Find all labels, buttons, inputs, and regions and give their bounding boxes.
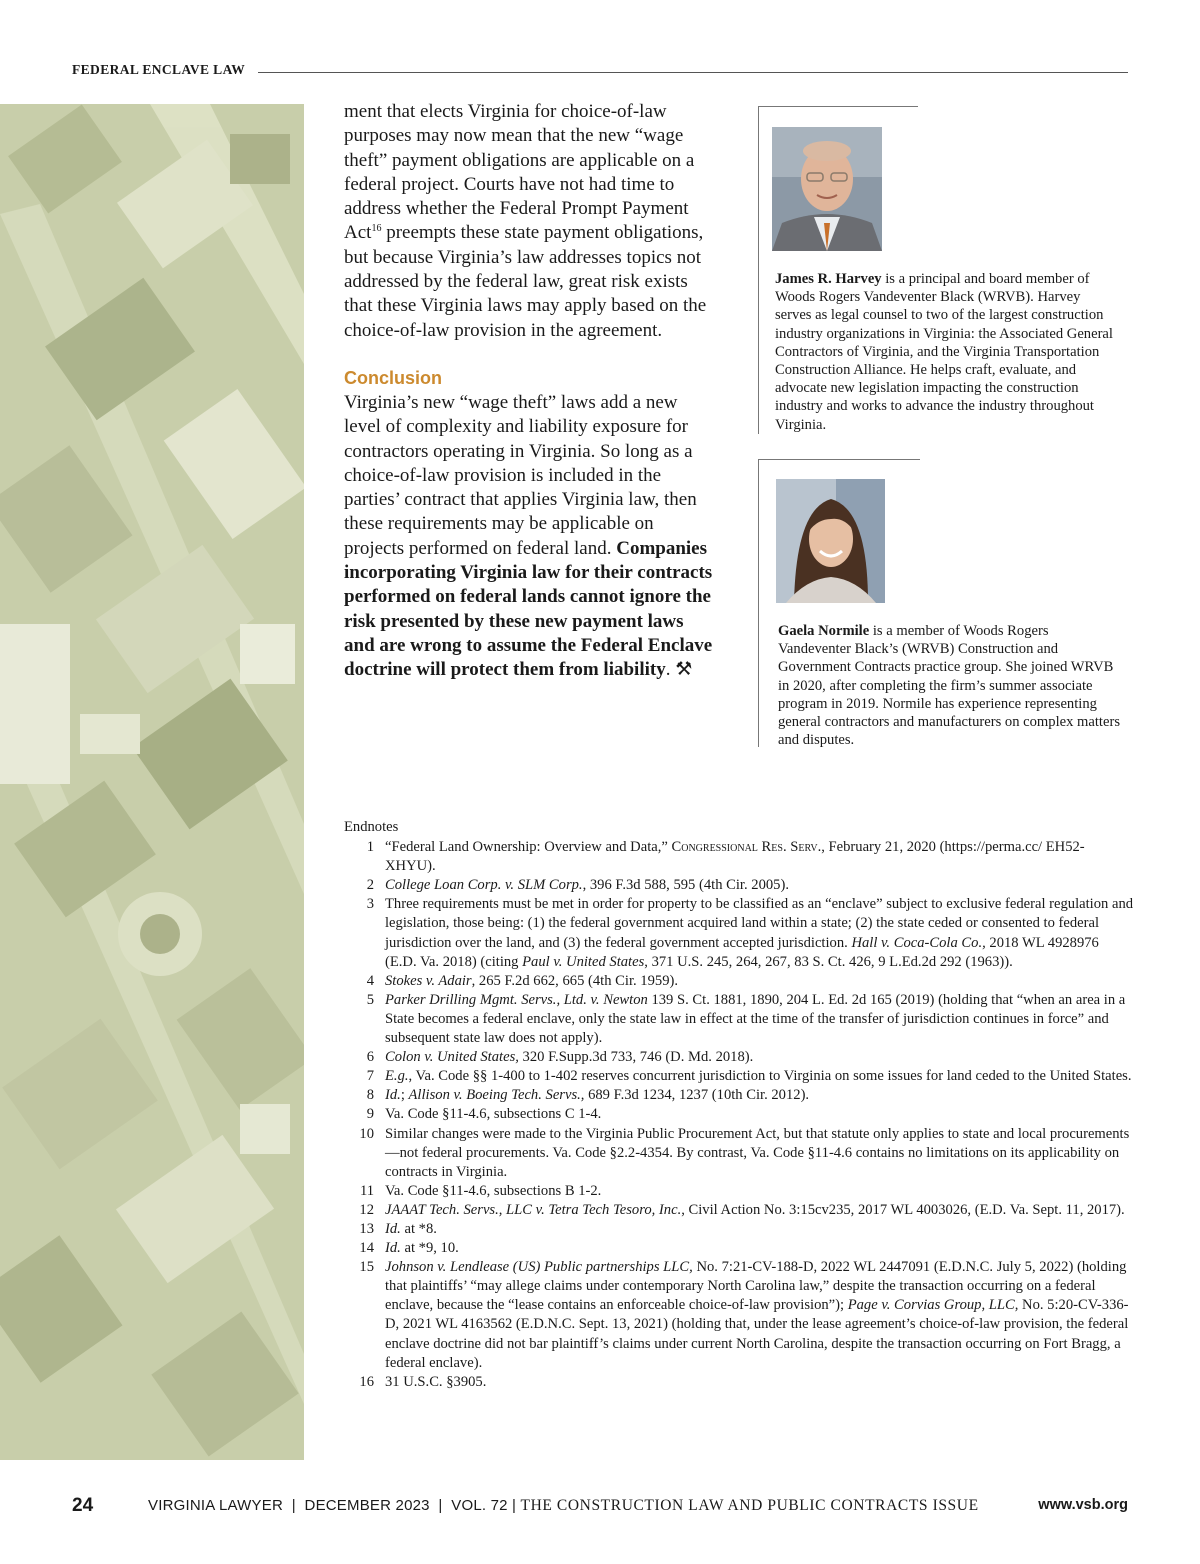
- endnote-item: [344, 991, 1134, 1048]
- endnote-number: 7: [366, 1068, 374, 1085]
- header-rule: [258, 72, 1128, 73]
- bio-frame-rule: [758, 106, 759, 434]
- endnote-number: 12: [359, 1201, 374, 1218]
- article-paragraph: ment that elects Virginia for choice-of-law purposes may now mean that the new “wage theft” payment obligations are applicable on a federal project. Courts have not had time to address whether the Federal Prompt Payment Act$^{16}$ preempts these state payment obligations, but because Virginia’s law addresses topics not addressed by the federal law, great risk exists that these Virginia laws may apply based on the choice-of-law provision in the agreement.: [344, 101, 707, 341]
- running-header: FEDERAL ENCLAVE LAW: [72, 62, 246, 77]
- endnote-number: 13: [359, 1220, 374, 1237]
- endnote-text: E.g., Va. Code §§ 1-400 to 1-402 reserves concurrent jurisdiction to Virginia on some issues for land ceded to the United States.: [385, 1068, 1132, 1085]
- endnote-number: 11: [359, 1182, 374, 1199]
- author-photo-normile: [776, 479, 885, 603]
- endnote-number: 10: [359, 1125, 374, 1142]
- section-heading-conclusion: Conclusion: [344, 367, 442, 388]
- conclusion-paragraph: Virginia’s new “wage theft” laws add a new level of complexity and liability exposure for contractors operating in Virginia. So long as a choice-of-law provision is included in the parties’ contract that applies Virginia law, then these requirements may be applicable on projects performed on federal land. Companies incorporating Virginia law for their contracts performed on federal lands cannot ignore the risk presented by these new payment laws and are wrong to assume the Federal Enclave doctrine will protect them from liability. ⚒: [344, 391, 713, 681]
- endnote-number: 9: [366, 1106, 374, 1123]
- endnote-item: [344, 1258, 1134, 1373]
- endnote-text: Id. at *8.: [385, 1220, 437, 1237]
- endnote-item: [344, 1105, 1134, 1124]
- endnote-item: [344, 1048, 1134, 1067]
- endnotes-title: Endnotes: [344, 819, 399, 835]
- endnote-item: [344, 1201, 1134, 1220]
- hammer-wrench-icon: ⚒: [675, 659, 693, 681]
- endnotes-section: [344, 818, 1134, 1392]
- publication-line: VIRGINIA LAWYER | DECEMBER 2023 | VOL. 72 | THE CONSTRUCTION LAW AND PUBLIC CONTRACTS ISSUE: [148, 1497, 979, 1514]
- endnote-text: Johnson v. Lendlease (US) Public partnerships LLC, No. 7:21-CV-188-D, 2022 WL 2447091 (E.D.N.C. July 5, 2022) (holding that plaintiffs’ “may allege claims under contemporary North Carolina law,” despite the transaction occurring on a federal enclave, because the “lease contains an enforceable choice-of-law provision”); Page v. Corvias Group, LLC, No. 5:20-CV-336-D, 2021 WL 4163562 (E.D.N.C. Sept. 13, 2021) (holding that, under the lease agreement’s choice-of-law provision, the federal enclave doctrine did not bar plaintiff’s claims under current North Carolina, despite the transaction occurring on Fort Bragg, a federal enclave).: [385, 1259, 1129, 1371]
- author-photo-harvey: [772, 127, 882, 251]
- endnote-item: [344, 838, 1134, 876]
- endnote-item: [344, 1373, 1134, 1392]
- endnote-item: [344, 876, 1134, 895]
- endnote-text: Parker Drilling Mgmt. Servs., Ltd. v. Newton 139 S. Ct. 1881, 1890, 204 L. Ed. 2d 165 (2019) (holding that “when an area in a State becomes a federal enclave, only the state law in effect at the time of the transfer of jurisdiction continues in force” and subsequent state law does not apply).: [385, 991, 1126, 1047]
- endnote-number: 2: [366, 877, 374, 894]
- endnote-item: [344, 1125, 1134, 1182]
- endnote-text: Id.; Allison v. Boeing Tech. Servs., 689 F.3d 1234, 1237 (10th Cir. 2012).: [385, 1087, 810, 1104]
- footnote-ref[interactable]: 16: [371, 223, 382, 235]
- endnote-number: 3: [366, 896, 374, 913]
- endnote-text: Id. at *9, 10.: [385, 1240, 459, 1257]
- endnote-list: [344, 838, 1134, 1392]
- endnote-text: Stokes v. Adair, 265 F.2d 662, 665 (4th Cir. 1959).: [385, 972, 679, 989]
- endnote-item: [344, 895, 1134, 971]
- endnote-item: [344, 1182, 1134, 1201]
- endnote-item: [344, 1067, 1134, 1086]
- endnote-item: [344, 1239, 1134, 1258]
- endnote-number: 4: [366, 972, 374, 989]
- author-bio-harvey: James R. Harvey is a principal and board member of Woods Rogers Vandeventer Black (WRVB). Harvey serves as legal counsel to two of the largest construction industry organizations in Virginia: the Associated General Contractors of Virginia, and the Virginia Transportation Construction Alliance. He helps craft, evaluate, and advocate new legislation impacting the construction industry and works to advance the industry throughout Virginia.: [775, 271, 1113, 433]
- endnote-text: College Loan Corp. v. SLM Corp., 396 F.3d 588, 595 (4th Cir. 2005).: [385, 877, 789, 894]
- endnote-number: 14: [359, 1240, 374, 1257]
- endnote-number: 8: [366, 1087, 374, 1104]
- endnote-text: “Federal Land Ownership: Overview and Data,” Congressional Res. Serv., February 21, 2020 (https://perma.cc/ EH52-XHYU).: [385, 839, 1085, 875]
- bio-frame-rule: [758, 106, 918, 107]
- bio-frame-rule: [758, 459, 920, 460]
- aerial-city-photo: [0, 104, 304, 1460]
- endnote-text: Colon v. United States, 320 F.Supp.3d 733, 746 (D. Md. 2018).: [385, 1049, 754, 1066]
- page-number: 24: [72, 1495, 94, 1516]
- endnote-item: [344, 1086, 1134, 1105]
- endnote-item: [344, 1220, 1134, 1239]
- endnote-text: Similar changes were made to the Virginia Public Procurement Act, but that statute only applies to state and local procurements—not federal procurements. Va. Code §2.2-4354. By contrast, Va. Code §11-4.6 contains no limitations on its applicability on contracts in Virginia.: [385, 1125, 1130, 1180]
- website-link[interactable]: www.vsb.org: [1038, 1497, 1128, 1513]
- endnote-text: 31 U.S.C. §3905.: [385, 1373, 487, 1390]
- endnote-number: 1: [366, 839, 374, 856]
- endnote-text: Three requirements must be met in order for property to be classified as an “enclave” subject to exclusive federal regulation and legislation, those being: (1) the federal government acquired land within a state; (2) the state ceded or consented to federal jurisdiction over the land, and (3) the federal government accepted jurisdiction. Hall v. Coca-Cola Co., 2018 WL 4928976 (E.D. Va. 2018) (citing Paul v. United States, 371 U.S. 245, 264, 267, 83 S. Ct. 426, 9 L.Ed.2d 292 (1963)).: [385, 896, 1134, 970]
- endnote-text: Va. Code §11-4.6, subsections C 1-4.: [385, 1106, 602, 1123]
- endnote-item: [344, 972, 1134, 991]
- article-body-column: [344, 100, 716, 683]
- endnote-text: JAAAT Tech. Servs., LLC v. Tetra Tech Tesoro, Inc., Civil Action No. 3:15cv235, 2017 WL 4003026, (E.D. Va. Sept. 11, 2017).: [385, 1201, 1125, 1218]
- endnote-text: Va. Code §11-4.6, subsections B 1-2.: [385, 1182, 602, 1199]
- author-bio-normile: Gaela Normile is a member of Woods Rogers Vandeventer Black’s (WRVB) Construction and Government Contracts practice group. She joined WRVB in 2020, after completing the firm’s summer associate program in 2019. Normile has experience representing general contractors and manufacturers on complex matters and disputes.: [778, 623, 1120, 749]
- endnote-number: 16: [359, 1373, 374, 1390]
- endnote-number: 15: [359, 1259, 374, 1276]
- bio-frame-rule: [758, 459, 759, 747]
- endnote-number: 6: [366, 1049, 374, 1066]
- endnote-number: 5: [366, 991, 374, 1008]
